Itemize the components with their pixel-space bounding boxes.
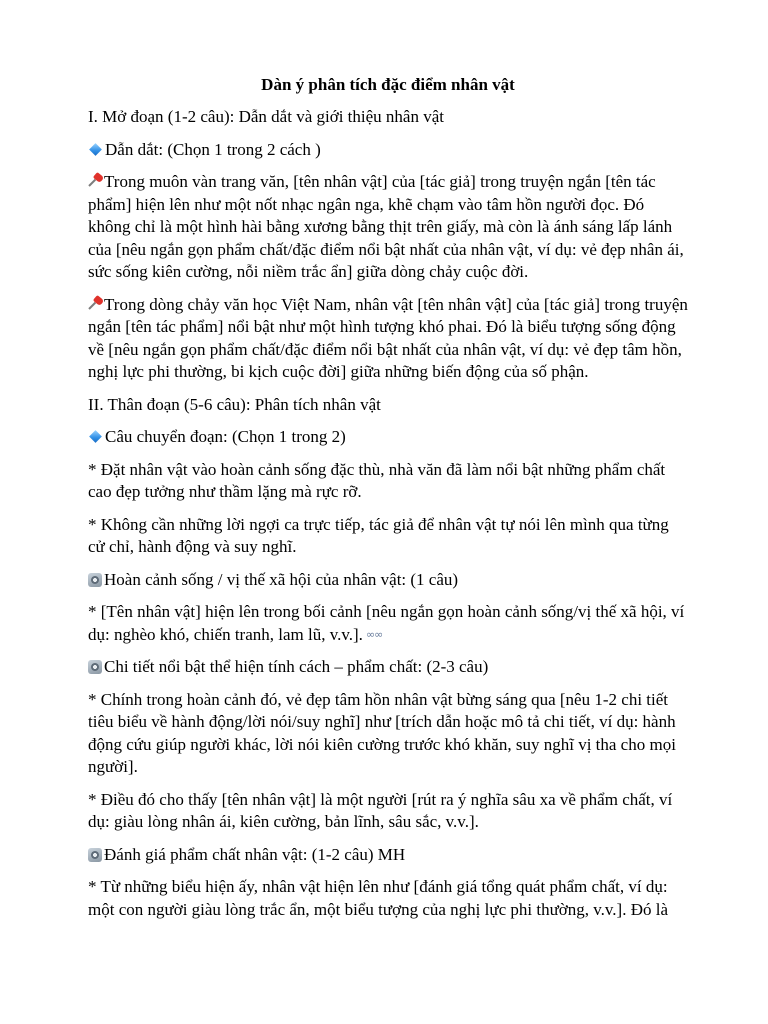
details-paragraph-2: * Điều đó cho thấy [tên nhân vật] là một người [rút ra ý nghĩa sâu xa về phẩm chất, ví dụ: giàu lòng nhân ái, kiên cường, bản lĩnh, sâu sắc, v.v.]. xyxy=(88,789,673,831)
circumstance-text: * [Tên nhân vật] hiện lên trong bối cảnh [nêu ngắn gọn hoàn cảnh sống/vị thế xã hội, ví dụ: nghèo khó, chiến tranh, lam lũ, v.v.]. xyxy=(88,602,685,644)
gear-icon xyxy=(88,848,102,862)
transition2-paragraph: * Không cần những lời ngợi ca trực tiếp, tác giả để nhân vật tự nói lên mình qua từng cử chỉ, hành động và suy nghĩ. xyxy=(88,514,669,556)
circumstance-paragraph xyxy=(88,601,688,646)
lead-in-label-row xyxy=(88,139,688,162)
gear-icon xyxy=(88,660,102,674)
gear-icon xyxy=(88,573,102,587)
small-blue-diamond-icon xyxy=(89,430,102,443)
lead-in-label: Dẫn dắt: (Chọn 1 trong 2 cách ) xyxy=(105,139,321,159)
pushpin-icon xyxy=(88,173,104,188)
small-blue-diamond-icon xyxy=(89,143,102,156)
option1-text: Trong muôn vàn trang văn, [tên nhân vật] của [tác giả] trong truyện ngắn [tên tác phẩm] hiện lên như một nốt nhạc ngân nga, khẽ chạm vào tâm hồn người đọc. Đó không chỉ là một hình hài bằng xương bằng thịt trên giấy, mà còn là ánh sáng lấp lánh của [nêu ngắn gọn phẩm chất/đặc điểm nổi bật nhất của nhân vật, ví dụ: vẻ đẹp nhân ái, sức sống kiên cường, nỗi niềm trắc ẩn] giữa dòng chảy cuộc đời. xyxy=(88,172,684,281)
document-title: Dàn ý phân tích đặc điểm nhân vật xyxy=(261,75,515,94)
evaluation-heading-row xyxy=(88,844,688,867)
transition1-paragraph: * Đặt nhân vật vào hoàn cảnh sống đặc thù, nhà văn đã làm nổi bật những phẩm chất cao đẹp tưởng như thầm lặng mà rực rỡ. xyxy=(88,459,666,501)
option2-paragraph xyxy=(88,294,688,384)
details-heading: Chi tiết nổi bật thể hiện tính cách – phẩm chất: (2-3 câu) xyxy=(104,657,489,676)
transition-label: Câu chuyển đoạn: (Chọn 1 trong 2) xyxy=(105,427,346,446)
details-heading-row xyxy=(88,656,688,679)
details-paragraph-1: * Chính trong hoàn cảnh đó, vẻ đẹp tâm hồn nhân vật bừng sáng qua [nêu 1-2 chi tiết tiêu biểu về hành động/lời nói/suy nghĩ] như [trích dẫn hoặc mô tả chi tiết, ví dụ: hành động cứu giúp người khác, lời nói kiên cường trước khó khăn, suy nghĩ vị tha cho mọi người]. xyxy=(88,689,676,776)
option1-paragraph xyxy=(88,171,688,284)
decorative-dots: ∞∞ xyxy=(365,627,383,641)
evaluation-paragraph: * Từ những biểu hiện ấy, nhân vật hiện lên như [đánh giá tổng quát phẩm chất, ví dụ: một con người giàu lòng trắc ẩn, một biểu tượng của nghị lực phi thường, v.v.]. Đó là xyxy=(88,877,669,919)
option2-text: Trong dòng chảy văn học Việt Nam, nhân vật [tên nhân vật] của [tác giả] trong truyện ngắn [tên tác phẩm] nổi bật như một hình tượng khó phai. Đó là biểu tượng sống động về [nêu ngắn gọn phẩm chất/đặc điểm nổi bật nhất của nhân vật, ví dụ: vẻ đẹp tâm hồn, nghị lực phi thường, bi kịch cuộc đời] giữa những biến động của số phận. xyxy=(88,294,688,381)
circumstance-heading-row xyxy=(88,569,688,592)
evaluation-heading: Đánh giá phẩm chất nhân vật: (1-2 câu) MH xyxy=(104,844,406,864)
circumstance-heading: Hoàn cảnh sống / vị thế xã hội của nhân vật: (1 câu) xyxy=(104,569,459,589)
section1-heading: I. Mở đoạn (1-2 câu): Dẫn dắt và giới thiệu nhân vật xyxy=(88,107,444,126)
section2-heading: II. Thân đoạn (5-6 câu): Phân tích nhân vật xyxy=(88,394,381,414)
transition-label-row xyxy=(88,426,688,449)
pushpin-icon xyxy=(88,296,104,311)
